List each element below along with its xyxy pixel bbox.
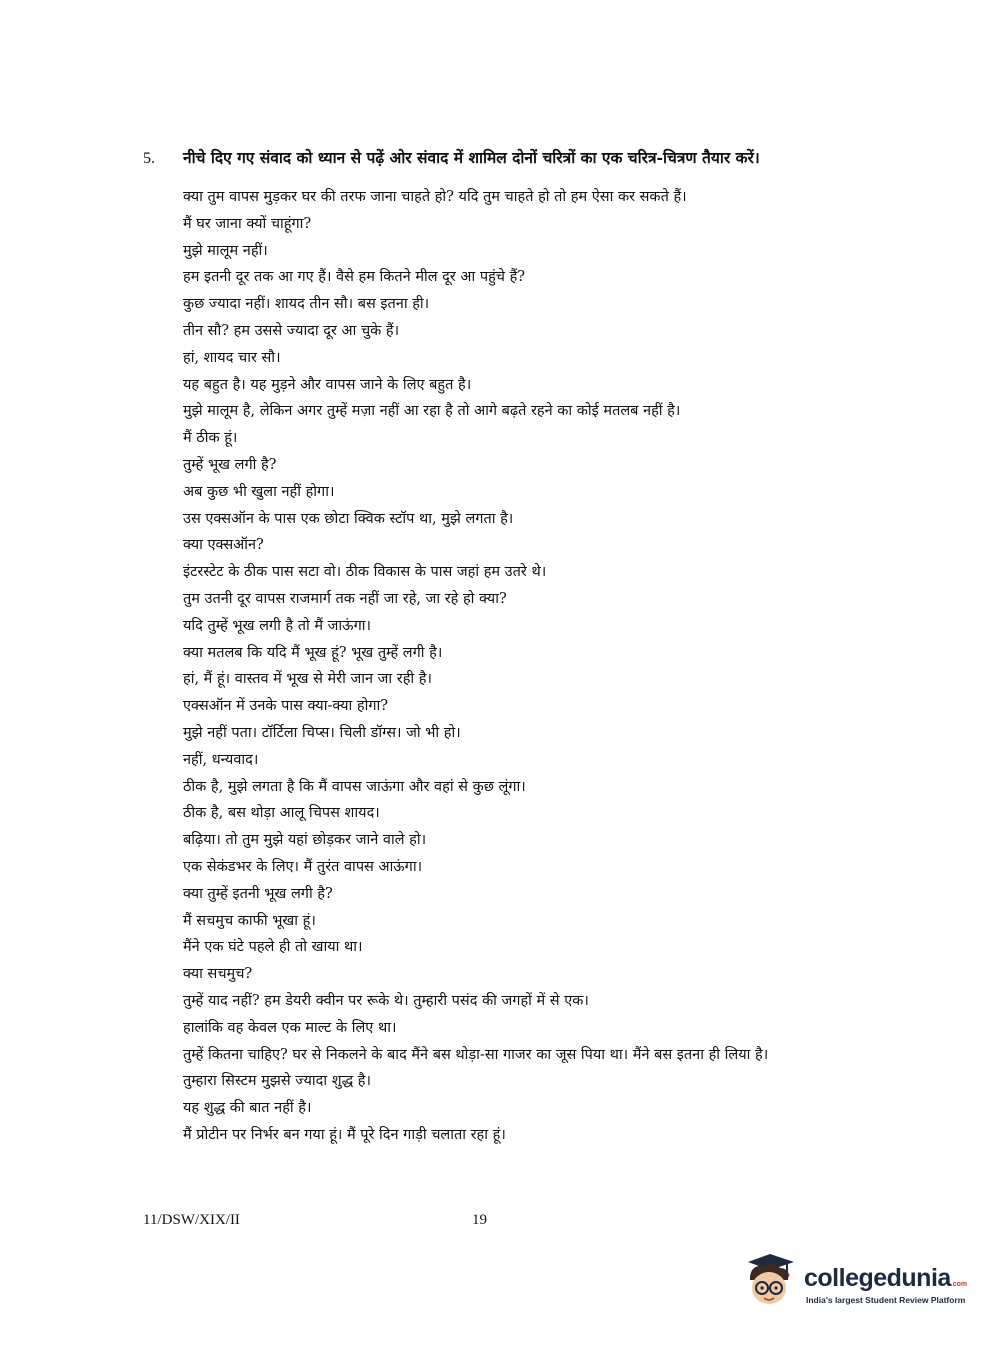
dialogue-line: यह बहुत है। यह मुड़ने और वापस जाने के लिए बहुत है। (183, 376, 472, 393)
question-number: 5. (143, 150, 155, 167)
dialogue-line: तुम उतनी दूर वापस राजमार्ग तक नहीं जा रहे, जा रहे हो क्या? (183, 590, 507, 607)
dialogue-line: मैं ठीक हूं। (183, 430, 238, 447)
paper-code: 11/DSW/XIX/II (143, 1212, 240, 1228)
dialogue-line: क्या तुम वापस मुड़कर घर की तरफ जाना चाहते हो? यदि तुम चाहते हो तो हम ऐसा कर सकते हैं। (183, 189, 687, 205)
dialogue-line: मुझे मालूम है, लेकिन अगर तुम्हें मज़ा नहीं आ रहा है तो आगे बढ़ते रहने का कोई मतलब नहीं है। (183, 403, 681, 420)
brand-name (804, 1264, 967, 1293)
dialogue-line: अब कुछ भी खुला नहीं होगा। (183, 483, 335, 500)
dialogue-block (183, 184, 863, 1149)
question-text: नीचे दिए गए संवाद को ध्यान से पढ़ें ओर संवाद में शामिल दोनों चरित्रों का एक चरित्र-चित्रण तैयार करें। (183, 148, 760, 167)
dialogue-line: क्या सचमुच? (183, 966, 253, 983)
dialogue-line: यह शुद्ध की बात नहीं है। (183, 1100, 312, 1117)
brand-suffix: .com (950, 1281, 968, 1288)
dialogue-line: उस एक्सऑन के पास एक छोटा क्विक स्टॉप था, मुझे लगता है। (183, 510, 514, 527)
dialogue-line: इंटरस्टेट के ठीक पास सटा वो। ठीक विकास के पास जहां हम उतरे थे। (183, 564, 547, 581)
dialogue-line: हां, मैं हूं। वास्तव में भूख से मेरी जान जा रही है। (183, 671, 432, 688)
dialogue-line: एक्सऑन में उनके पास क्या-क्या होगा? (183, 698, 389, 715)
dialogue-line: कुछ ज्यादा नहीं। शायद तीन सौ। बस इतना ही। (183, 296, 430, 313)
dialogue-line: ठीक है, मुझे लगता है कि मैं वापस जाऊंगा और वहां से कुछ लूंगा। (183, 778, 526, 795)
mascot-icon (742, 1250, 800, 1312)
dialogue-line: मुझे मालूम नहीं। (183, 242, 268, 259)
dialogue-line: मुझे नहीं पता। टॉर्टिला चिप्स। चिली डॉग्स। जो भी हो। (183, 724, 461, 741)
dialogue-line: तुम्हारा सिस्टम मुझसे ज्यादा शुद्ध है। (183, 1073, 371, 1090)
dialogue-line: क्या एक्सऑन? (183, 537, 264, 554)
dialogue-line: मैं घर जाना क्यों चाहूंगा? (183, 215, 312, 232)
dialogue-line: हां, शायद चार सौ। (183, 349, 281, 366)
brand-text: collegedunia (804, 1264, 951, 1292)
dialogue-line: हम इतनी दूर तक आ गए हैं। वैसे हम कितने मील दूर आ पहुंचे हैं? (183, 269, 526, 286)
dialogue-line: मैं प्रोटीन पर निर्भर बन गया हूं। मैं पूरे दिन गाड़ी चलाता रहा हूं। (183, 1126, 506, 1143)
dialogue-line: मैंने एक घंटे पहले ही तो खाया था। (183, 939, 363, 956)
dialogue-line: तीन सौ? हम उससे ज्यादा दूर आ चुके हैं। (183, 322, 400, 339)
dialogue-line: तुम्हें याद नहीं? हम डेयरी क्वीन पर रूके थे। तुम्हारी पसंद की जगहों में से एक। (183, 992, 589, 1009)
page-number: 19 (472, 1212, 487, 1228)
dialogue-line: एक सेकंडभर के लिए। मैं तुरंत वापस आऊंगा। (183, 858, 423, 875)
collegedunia-watermark (742, 1250, 972, 1322)
dialogue-line: नहीं, धन्यवाद। (183, 751, 259, 768)
dialogue-line: मैं सचमुच काफी भूखा हूं। (183, 912, 316, 929)
question-heading (143, 146, 903, 168)
dialogue-line: क्या तुम्हें इतनी भूख लगी है? (183, 885, 333, 902)
dialogue-line: यदि तुम्हें भूख लगी है तो मैं जाऊंगा। (183, 617, 371, 634)
dialogue-line: क्या मतलब कि यदि मैं भूख हूं? भूख तुम्हें लगी है। (183, 644, 443, 661)
dialogue-line: बढ़िया। तो तुम मुझे यहां छोड़कर जाने वाले हो। (183, 832, 427, 849)
dialogue-line: तुम्हें कितना चाहिए? घर से निकलने के बाद मैंने बस थोड़ा-सा गाजर का जूस पिया था। मैंने बस इतना ही लिया है। (183, 1046, 769, 1063)
dialogue-line: ठीक है, बस थोड़ा आलू चिपस शायद। (183, 805, 380, 822)
brand-tagline: India's largest Student Review Platform (806, 1295, 966, 1305)
dialogue-line: हालांकि वह केवल एक माल्ट के लिए था। (183, 1019, 397, 1036)
dialogue-line: तुम्हें भूख लगी है? (183, 456, 277, 473)
